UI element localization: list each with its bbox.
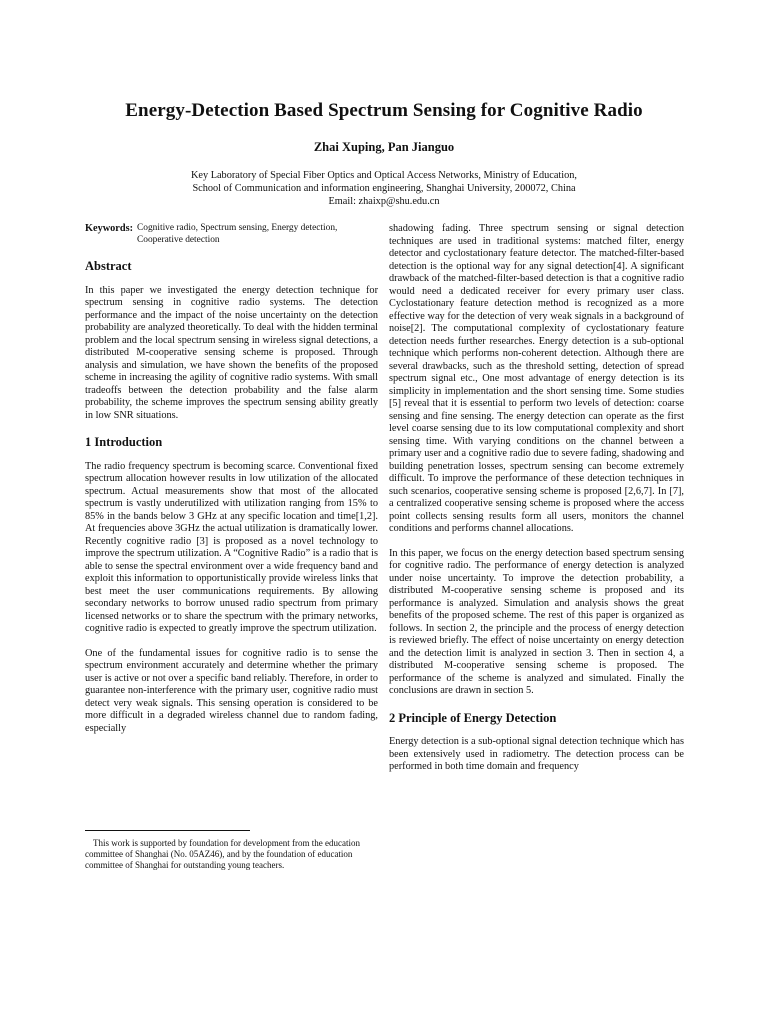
affiliation-block (0, 169, 768, 208)
keywords-label: Keywords: (85, 223, 134, 234)
abstract-heading: Abstract (85, 259, 132, 273)
author-email: Email: zhaixp@shu.edu.cn (328, 196, 440, 207)
abstract-text: In this paper we investigated the energy detection technique for spectrum sensing in cognitive radio systems. The detection performance and the impact of the noise uncertainty on the detection probability are analyzed theoretically. To deal with the hidden terminal problem and the local spectrum sensing in wireless signal detections, a distributed M-cooperative sensing scheme is proposed. Through analysis and simulation, we have shown the benefits of the proposed scheme in increasing the agility of cognitive radio systems. With small tradeoffs between the detection probability and the false alarm probability, the scheme improves the spectrum sensing ability greatly in low SNR situations. (85, 284, 378, 421)
footnote (85, 838, 375, 871)
section-2-paragraph-1: Energy detection is a sub-optional signal detection technique which has been extensively used in radiometry. The detection process can be performed in both time domain and frequency (389, 736, 684, 772)
affiliation-line-2: School of Communication and information engineering, Shanghai University, 200072, China (192, 183, 576, 194)
footnote-text: This work is supported by foundation for development from the education committee of Shanghai (No. 05AZ46), and by the foundation of education committee of Shanghai for outstanding young teachers. (85, 838, 360, 870)
keywords-block (85, 223, 378, 246)
right-column (389, 223, 684, 774)
keywords-text: Cognitive radio, Spectrum sensing, Energy detection, Cooperative detection (137, 223, 338, 245)
affiliation-line-1: Key Laboratory of Special Fiber Optics and Optical Access Networks, Ministry of Education, (190, 170, 578, 181)
introduction-paragraph-1: The radio frequency spectrum is becoming scarce. Conventional fixed spectrum allocation however results in low utilization of the allocated spectrum. Actual measurements show that most of the allocated spectrum is vastly underutilized with utilization ranging from 15% to 85% in the bands below 3 GHz at any specific location and time[1,2]. At frequencies above 3GHz the actual utilization is dramatically lower. Recently cognitive radio [3] is proposed as a novel technology to improve the spectrum utilization. A “Cognitive Radio” is a radio that is able to sense the spectral environment over a wide frequency band and exploit this information to opportunistically provide wireless links that best meet the user communications requirements. By allowing secondary networks to borrow unused radio spectrum from primary licensed networks or to share the spectrum with the primary networks, cognitive radio is expected to greatly improve the spectrum utilization. (85, 460, 378, 634)
introduction-paragraph-2: One of the fundamental issues for cognitive radio is to sense the spectrum environment accurately and determine whether the primary user is active or not over a specific band reliably. Therefore, in order to guarantee non-interference with the primary user, cognitive radio must detect very weak signals. This sensing operation is considered to be more difficult in a degraded wireless channel due to random fading, especially (85, 647, 378, 734)
left-column (85, 223, 378, 735)
introduction-paragraph-4: In this paper, we focus on the energy detection based spectrum sensing for cognitive radio. The performance of energy detection is analyzed under noise uncertainty. To improve the detection probability, a distributed M-cooperative sensing scheme is proposed and its performance is analyzed. Simulation and analysis shows the great benefits of the proposed scheme. The rest of this paper is organized as follows. In section 2, the principle and the process of energy detection is reviewed briefly. The effect of noise uncertainty on energy detection and the detection limit is analyzed in section 3. Then in section 4, a distributed M-cooperative sensing scheme is proposed. The performance of the scheme is analyzed and simulated. Finally the conclusions are drawn in section 5. (389, 547, 684, 696)
author-names: Zhai Xuping, Pan Jianguo (313, 140, 455, 154)
introduction-heading: 1 Introduction (85, 435, 163, 449)
paper-title: Energy-Detection Based Spectrum Sensing for Cognitive Radio (125, 100, 643, 121)
section-2-heading: 2 Principle of Energy Detection (389, 710, 557, 725)
footnote-divider (85, 830, 250, 831)
introduction-paragraph-3: shadowing fading. Three spectrum sensing or signal detection techniques are used in traditional systems: matched filter, energy detector and cyclostationary feature detector. The matched-filter-based detection is the optional way for any signal detection[4]. A significant drawback of the matched-filter-based detection is that a cognitive radio would need a dedicated receiver for every primary user class. Cyclostationary feature detection method is recognized as a more effective way for the detection of very weak signals in a background of noise[2]. The computational complexity of cyclostationary feature detection needs further researches. Energy detection is a sub-optional technique which performs non-coherent detection. Although there are several drawbacks, such as the threshold setting, detection of spread spectrum signal etc., One most advantage of energy detection is its simplicity in implementation and the short sensing time. Some studies [5] reveal that it is essential to perform two levels of detection: coarse sensing and fine sensing. The energy detection can operate as the first level coarse sensing due to its low computational complexity and short sensing time. With varying conditions on the channel between a primary user and a cognitive radio due to severe fading, shadowing and building penetration losses, spectrum sensing can become extremely difficult. To improve the performance of these detection techniques in such scenarios, cooperative sensing scheme is proposed [2,6,7]. In [7], a centralized cooperative sensing scheme is proposed where the access point collects sensing results form all users, monitors the channel conditions and performs channel allocations. (389, 223, 684, 534)
